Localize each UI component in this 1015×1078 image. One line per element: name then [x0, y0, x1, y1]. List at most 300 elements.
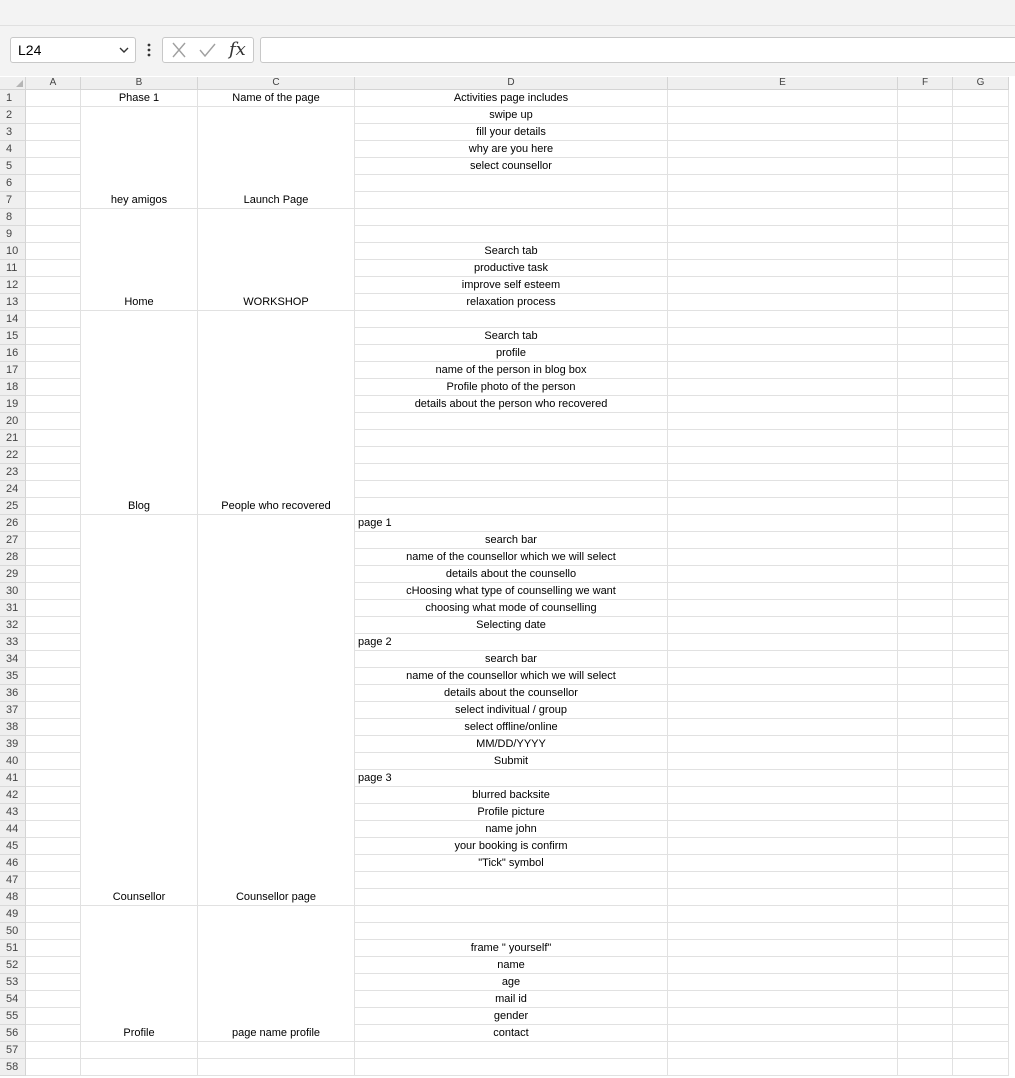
cell-g[interactable]	[953, 770, 1009, 787]
cell-f[interactable]	[898, 991, 953, 1008]
cell-e[interactable]	[668, 906, 898, 923]
column-header-b[interactable]: B	[81, 77, 198, 90]
cell-g[interactable]	[953, 481, 1009, 498]
cell-g[interactable]	[953, 192, 1009, 209]
cell-d[interactable]: profile	[355, 345, 668, 362]
formula-input[interactable]	[260, 37, 1015, 63]
cell-d[interactable]: cHoosing what type of counselling we want	[355, 583, 668, 600]
cell-g[interactable]	[953, 583, 1009, 600]
cell-e[interactable]	[668, 209, 898, 226]
cell-g[interactable]	[953, 855, 1009, 872]
cell-a[interactable]	[26, 583, 81, 600]
cell-a[interactable]	[26, 396, 81, 413]
cell-f[interactable]	[898, 702, 953, 719]
row-header[interactable]: 1	[0, 90, 26, 107]
merged-cell-b[interactable]	[81, 107, 198, 209]
merged-cell-c[interactable]	[198, 515, 355, 906]
cell-e[interactable]	[668, 413, 898, 430]
cell-e[interactable]	[668, 685, 898, 702]
cell-e[interactable]	[668, 277, 898, 294]
cell-e[interactable]	[668, 362, 898, 379]
row-header[interactable]: 39	[0, 736, 26, 753]
cell-g[interactable]	[953, 804, 1009, 821]
cell-a[interactable]	[26, 192, 81, 209]
row-header[interactable]: 58	[0, 1059, 26, 1076]
cell-d[interactable]: your booking is confirm	[355, 838, 668, 855]
cell-g[interactable]	[953, 736, 1009, 753]
cell-a[interactable]	[26, 855, 81, 872]
row-header[interactable]: 33	[0, 634, 26, 651]
cell-f[interactable]	[898, 1008, 953, 1025]
cell-e[interactable]	[668, 923, 898, 940]
cell-d[interactable]	[355, 1042, 668, 1059]
column-header-d[interactable]: D	[355, 77, 668, 90]
row-header[interactable]: 49	[0, 906, 26, 923]
cell-f[interactable]	[898, 226, 953, 243]
cell-f[interactable]	[898, 90, 953, 107]
row-header[interactable]: 2	[0, 107, 26, 124]
cell-g[interactable]	[953, 719, 1009, 736]
cell-g[interactable]	[953, 1059, 1009, 1076]
cell-d[interactable]: name of the counsellor which we will select	[355, 549, 668, 566]
row-header[interactable]: 12	[0, 277, 26, 294]
cell-f[interactable]	[898, 617, 953, 634]
cell-e[interactable]	[668, 430, 898, 447]
cell-f[interactable]	[898, 158, 953, 175]
row-header[interactable]: 43	[0, 804, 26, 821]
cell-d[interactable]: details about the person who recovered	[355, 396, 668, 413]
cell-d[interactable]: MM/DD/YYYY	[355, 736, 668, 753]
cell-g[interactable]	[953, 685, 1009, 702]
cell-e[interactable]	[668, 753, 898, 770]
cell-f[interactable]	[898, 923, 953, 940]
column-header-a[interactable]: A	[26, 77, 81, 90]
column-header-g[interactable]: G	[953, 77, 1009, 90]
cell-d[interactable]	[355, 175, 668, 192]
row-header[interactable]: 11	[0, 260, 26, 277]
cell-g[interactable]	[953, 141, 1009, 158]
row-header[interactable]: 50	[0, 923, 26, 940]
cell-f[interactable]	[898, 464, 953, 481]
cell-g[interactable]	[953, 396, 1009, 413]
cell-d[interactable]	[355, 923, 668, 940]
cell-a[interactable]	[26, 787, 81, 804]
cell-g[interactable]	[953, 923, 1009, 940]
cell-e[interactable]	[668, 974, 898, 991]
cell-d[interactable]	[355, 872, 668, 889]
cell-f[interactable]	[898, 481, 953, 498]
cell-d[interactable]: blurred backsite	[355, 787, 668, 804]
cell-f[interactable]	[898, 192, 953, 209]
row-header[interactable]: 25	[0, 498, 26, 515]
cell-g[interactable]	[953, 345, 1009, 362]
cell-g[interactable]	[953, 991, 1009, 1008]
cell-a[interactable]	[26, 872, 81, 889]
cell-c[interactable]	[198, 1042, 355, 1059]
merged-cell-c[interactable]	[198, 209, 355, 311]
cell-f[interactable]	[898, 447, 953, 464]
cell-f[interactable]	[898, 668, 953, 685]
cell-a[interactable]	[26, 566, 81, 583]
cell-a[interactable]	[26, 736, 81, 753]
cell-a[interactable]	[26, 957, 81, 974]
cell-g[interactable]	[953, 821, 1009, 838]
cell-g[interactable]	[953, 447, 1009, 464]
cell-g[interactable]	[953, 430, 1009, 447]
row-header[interactable]: 51	[0, 940, 26, 957]
row-header[interactable]: 13	[0, 294, 26, 311]
cell-f[interactable]	[898, 566, 953, 583]
insert-function-button[interactable]: fx	[229, 39, 246, 60]
cell-c[interactable]: Name of the page	[198, 90, 355, 107]
cell-f[interactable]	[898, 634, 953, 651]
row-header[interactable]: 4	[0, 141, 26, 158]
cell-a[interactable]	[26, 175, 81, 192]
cell-d[interactable]: name	[355, 957, 668, 974]
cell-e[interactable]	[668, 702, 898, 719]
cell-g[interactable]	[953, 1008, 1009, 1025]
cell-d[interactable]	[355, 413, 668, 430]
cell-f[interactable]	[898, 277, 953, 294]
cell-d[interactable]	[355, 498, 668, 515]
cell-a[interactable]	[26, 294, 81, 311]
cell-e[interactable]	[668, 447, 898, 464]
cell-d[interactable]: mail id	[355, 991, 668, 1008]
cell-a[interactable]	[26, 940, 81, 957]
cell-d[interactable]: page 3	[355, 770, 668, 787]
cell-a[interactable]	[26, 124, 81, 141]
cell-d[interactable]: Activities page includes	[355, 90, 668, 107]
cell-f[interactable]	[898, 549, 953, 566]
cell-e[interactable]	[668, 192, 898, 209]
cell-d[interactable]: choosing what mode of counselling	[355, 600, 668, 617]
cell-e[interactable]	[668, 770, 898, 787]
cell-e[interactable]	[668, 532, 898, 549]
cell-d[interactable]: search bar	[355, 651, 668, 668]
row-header[interactable]: 18	[0, 379, 26, 396]
check-icon[interactable]	[197, 41, 217, 59]
column-header-f[interactable]: F	[898, 77, 953, 90]
cell-e[interactable]	[668, 498, 898, 515]
cell-a[interactable]	[26, 464, 81, 481]
cell-d[interactable]	[355, 192, 668, 209]
cell-a[interactable]	[26, 770, 81, 787]
row-header[interactable]: 57	[0, 1042, 26, 1059]
cell-d[interactable]	[355, 906, 668, 923]
cell-d[interactable]: contact	[355, 1025, 668, 1042]
cell-d[interactable]: frame " yourself"	[355, 940, 668, 957]
cell-g[interactable]	[953, 668, 1009, 685]
cell-g[interactable]	[953, 124, 1009, 141]
row-header[interactable]: 8	[0, 209, 26, 226]
cell-f[interactable]	[898, 396, 953, 413]
cell-g[interactable]	[953, 838, 1009, 855]
row-header[interactable]: 55	[0, 1008, 26, 1025]
cell-f[interactable]	[898, 838, 953, 855]
cell-g[interactable]	[953, 957, 1009, 974]
row-header[interactable]: 20	[0, 413, 26, 430]
cell-f[interactable]	[898, 787, 953, 804]
cell-b[interactable]	[81, 1042, 198, 1059]
cell-a[interactable]	[26, 617, 81, 634]
row-header[interactable]: 14	[0, 311, 26, 328]
row-header[interactable]: 28	[0, 549, 26, 566]
cell-g[interactable]	[953, 702, 1009, 719]
cell-a[interactable]	[26, 90, 81, 107]
cell-a[interactable]	[26, 991, 81, 1008]
row-header[interactable]: 7	[0, 192, 26, 209]
cell-d[interactable]: relaxation process	[355, 294, 668, 311]
name-box[interactable]	[10, 37, 136, 63]
merged-cell-b[interactable]	[81, 906, 198, 1042]
cell-e[interactable]	[668, 736, 898, 753]
cell-a[interactable]	[26, 209, 81, 226]
cell-a[interactable]	[26, 141, 81, 158]
cell-e[interactable]	[668, 90, 898, 107]
cell-d[interactable]	[355, 464, 668, 481]
row-header[interactable]: 46	[0, 855, 26, 872]
merged-cell-b[interactable]	[81, 515, 198, 906]
cell-e[interactable]	[668, 311, 898, 328]
cell-a[interactable]	[26, 974, 81, 991]
cell-d[interactable]: details about the counsellor	[355, 685, 668, 702]
cell-a[interactable]	[26, 379, 81, 396]
cell-f[interactable]	[898, 753, 953, 770]
cell-e[interactable]	[668, 957, 898, 974]
cell-a[interactable]	[26, 498, 81, 515]
row-header[interactable]: 31	[0, 600, 26, 617]
cell-e[interactable]	[668, 617, 898, 634]
cell-d[interactable]: Profile picture	[355, 804, 668, 821]
cell-d[interactable]: Selecting date	[355, 617, 668, 634]
row-header[interactable]: 10	[0, 243, 26, 260]
row-header[interactable]: 23	[0, 464, 26, 481]
merged-cell-b[interactable]	[81, 311, 198, 515]
cell-d[interactable]: improve self esteem	[355, 277, 668, 294]
cell-g[interactable]	[953, 226, 1009, 243]
cell-e[interactable]	[668, 583, 898, 600]
cell-d[interactable]	[355, 1059, 668, 1076]
cell-f[interactable]	[898, 855, 953, 872]
cell-d[interactable]	[355, 447, 668, 464]
cell-g[interactable]	[953, 90, 1009, 107]
row-header[interactable]: 21	[0, 430, 26, 447]
cell-g[interactable]	[953, 209, 1009, 226]
cell-a[interactable]	[26, 719, 81, 736]
cell-a[interactable]	[26, 260, 81, 277]
cell-f[interactable]	[898, 328, 953, 345]
cell-e[interactable]	[668, 804, 898, 821]
cell-g[interactable]	[953, 277, 1009, 294]
cell-e[interactable]	[668, 107, 898, 124]
cell-e[interactable]	[668, 872, 898, 889]
cell-a[interactable]	[26, 804, 81, 821]
row-header[interactable]: 6	[0, 175, 26, 192]
cell-b[interactable]	[81, 1059, 198, 1076]
row-header[interactable]: 17	[0, 362, 26, 379]
cell-e[interactable]	[668, 821, 898, 838]
row-header[interactable]: 34	[0, 651, 26, 668]
row-header[interactable]: 52	[0, 957, 26, 974]
cell-a[interactable]	[26, 226, 81, 243]
cell-d[interactable]	[355, 481, 668, 498]
cell-d[interactable]: name of the person in blog box	[355, 362, 668, 379]
cell-d[interactable]: Profile photo of the person	[355, 379, 668, 396]
cell-f[interactable]	[898, 957, 953, 974]
cell-a[interactable]	[26, 702, 81, 719]
cell-a[interactable]	[26, 515, 81, 532]
cell-a[interactable]	[26, 328, 81, 345]
x-icon[interactable]	[169, 41, 189, 59]
chevron-down-icon[interactable]	[117, 38, 131, 62]
cell-e[interactable]	[668, 464, 898, 481]
cell-f[interactable]	[898, 974, 953, 991]
row-header[interactable]: 44	[0, 821, 26, 838]
cell-g[interactable]	[953, 362, 1009, 379]
cell-f[interactable]	[898, 260, 953, 277]
cell-a[interactable]	[26, 243, 81, 260]
cell-a[interactable]	[26, 413, 81, 430]
cell-g[interactable]	[953, 634, 1009, 651]
cell-g[interactable]	[953, 872, 1009, 889]
cell-f[interactable]	[898, 124, 953, 141]
cell-e[interactable]	[668, 889, 898, 906]
cell-d[interactable]: swipe up	[355, 107, 668, 124]
row-header[interactable]: 32	[0, 617, 26, 634]
row-header[interactable]: 9	[0, 226, 26, 243]
cell-f[interactable]	[898, 821, 953, 838]
cell-g[interactable]	[953, 787, 1009, 804]
cell-f[interactable]	[898, 141, 953, 158]
cell-f[interactable]	[898, 804, 953, 821]
cell-g[interactable]	[953, 566, 1009, 583]
cell-e[interactable]	[668, 396, 898, 413]
cell-f[interactable]	[898, 736, 953, 753]
row-header[interactable]: 29	[0, 566, 26, 583]
cell-a[interactable]	[26, 447, 81, 464]
cell-a[interactable]	[26, 549, 81, 566]
cell-a[interactable]	[26, 345, 81, 362]
cell-g[interactable]	[953, 549, 1009, 566]
cell-g[interactable]	[953, 651, 1009, 668]
cell-e[interactable]	[668, 991, 898, 1008]
cell-g[interactable]	[953, 311, 1009, 328]
cell-f[interactable]	[898, 685, 953, 702]
cell-e[interactable]	[668, 549, 898, 566]
cell-e[interactable]	[668, 600, 898, 617]
cell-a[interactable]	[26, 838, 81, 855]
merged-cell-c[interactable]	[198, 906, 355, 1042]
cell-g[interactable]	[953, 617, 1009, 634]
cell-d[interactable]: details about the counsello	[355, 566, 668, 583]
cell-g[interactable]	[953, 464, 1009, 481]
cell-e[interactable]	[668, 345, 898, 362]
cell-f[interactable]	[898, 1059, 953, 1076]
cell-d[interactable]: page 1	[355, 515, 668, 532]
cell-g[interactable]	[953, 753, 1009, 770]
cell-a[interactable]	[26, 362, 81, 379]
cell-e[interactable]	[668, 515, 898, 532]
row-header[interactable]: 30	[0, 583, 26, 600]
cell-f[interactable]	[898, 413, 953, 430]
cell-b[interactable]: Phase 1	[81, 90, 198, 107]
row-header[interactable]: 15	[0, 328, 26, 345]
cell-e[interactable]	[668, 124, 898, 141]
cell-d[interactable]	[355, 430, 668, 447]
cell-d[interactable]	[355, 209, 668, 226]
cell-f[interactable]	[898, 906, 953, 923]
row-header[interactable]: 22	[0, 447, 26, 464]
column-header-e[interactable]: E	[668, 77, 898, 90]
cell-a[interactable]	[26, 821, 81, 838]
cell-e[interactable]	[668, 719, 898, 736]
row-header[interactable]: 38	[0, 719, 26, 736]
cell-f[interactable]	[898, 209, 953, 226]
cell-e[interactable]	[668, 1059, 898, 1076]
cell-f[interactable]	[898, 175, 953, 192]
cell-d[interactable]: page 2	[355, 634, 668, 651]
select-all-corner[interactable]	[0, 77, 26, 90]
cell-g[interactable]	[953, 294, 1009, 311]
cell-d[interactable]	[355, 889, 668, 906]
row-header[interactable]: 53	[0, 974, 26, 991]
cell-g[interactable]	[953, 379, 1009, 396]
cell-g[interactable]	[953, 413, 1009, 430]
cell-a[interactable]	[26, 685, 81, 702]
spreadsheet-grid[interactable]	[0, 77, 1015, 1078]
cell-a[interactable]	[26, 1059, 81, 1076]
cell-f[interactable]	[898, 940, 953, 957]
cell-g[interactable]	[953, 1042, 1009, 1059]
cell-a[interactable]	[26, 158, 81, 175]
cell-d[interactable]	[355, 311, 668, 328]
cell-e[interactable]	[668, 634, 898, 651]
cell-a[interactable]	[26, 481, 81, 498]
column-header-c[interactable]: C	[198, 77, 355, 90]
cell-e[interactable]	[668, 260, 898, 277]
cell-f[interactable]	[898, 362, 953, 379]
cell-a[interactable]	[26, 600, 81, 617]
cell-d[interactable]: Search tab	[355, 328, 668, 345]
row-header[interactable]: 5	[0, 158, 26, 175]
cell-f[interactable]	[898, 600, 953, 617]
row-header[interactable]: 37	[0, 702, 26, 719]
cell-g[interactable]	[953, 328, 1009, 345]
cell-e[interactable]	[668, 651, 898, 668]
cell-g[interactable]	[953, 940, 1009, 957]
cell-d[interactable]: Search tab	[355, 243, 668, 260]
cell-f[interactable]	[898, 345, 953, 362]
row-header[interactable]: 48	[0, 889, 26, 906]
row-header[interactable]: 40	[0, 753, 26, 770]
cell-g[interactable]	[953, 158, 1009, 175]
cell-e[interactable]	[668, 940, 898, 957]
row-header[interactable]: 35	[0, 668, 26, 685]
cell-e[interactable]	[668, 141, 898, 158]
row-header[interactable]: 36	[0, 685, 26, 702]
cell-a[interactable]	[26, 651, 81, 668]
cell-e[interactable]	[668, 175, 898, 192]
cell-f[interactable]	[898, 1025, 953, 1042]
cell-d[interactable]: why are you here	[355, 141, 668, 158]
merged-cell-c[interactable]	[198, 107, 355, 209]
cell-g[interactable]	[953, 600, 1009, 617]
row-header[interactable]: 41	[0, 770, 26, 787]
cell-a[interactable]	[26, 1008, 81, 1025]
cell-f[interactable]	[898, 770, 953, 787]
cell-e[interactable]	[668, 1008, 898, 1025]
cell-e[interactable]	[668, 226, 898, 243]
